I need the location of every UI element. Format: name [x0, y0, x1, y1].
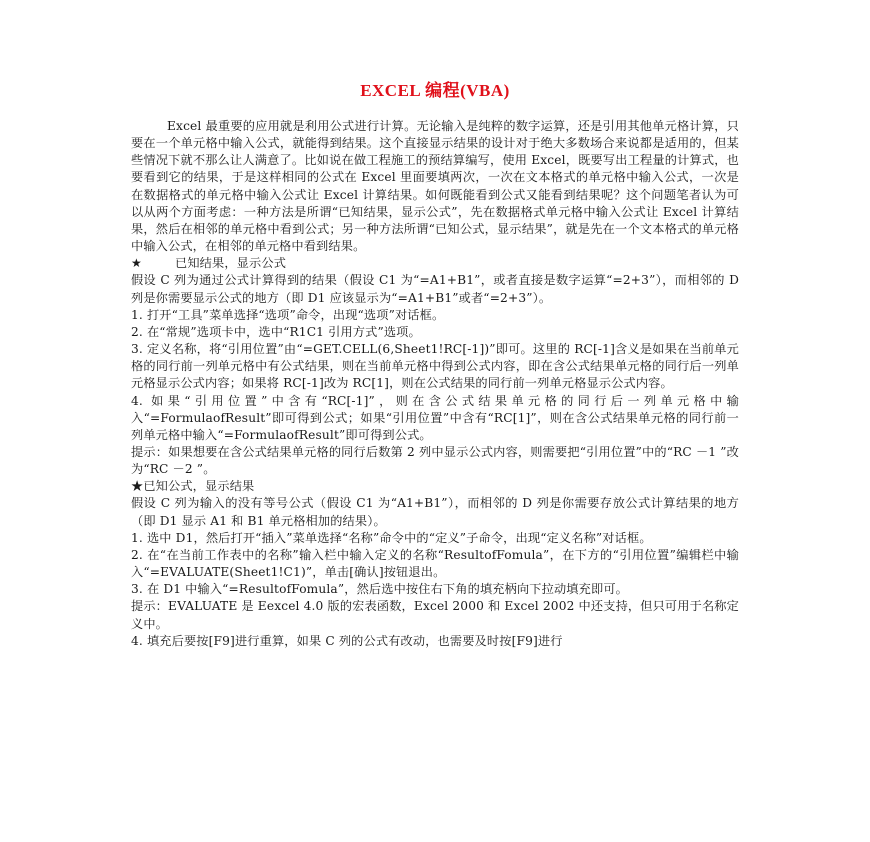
step-item: 3. 在 D1 中输入“=ResultofFomula”，然后选中按住右下角的填充柄向下拉动填充即可。: [131, 582, 628, 597]
section-heading-known-result: [131, 255, 739, 272]
intro-paragraph: Excel 最重要的应用就是利用公式进行计算。无论输入是纯粹的数字运算，还是引用其他单元格计算，只要在一个单元格中输入公式，就能得到结果。这个直接显示结果的设计对于绝大多数场合来说都是适用的，但某些情况下就不那么让人满意了。比如说在做工程施工的预结算编写，使用 Excel，既要写出工程量的计算式，也要看到它的结果，于是这样相同的公式在 Excel 里面要填两次，一次在文本格式的单元格中输入公式，一次是在数据格式的单元格中输入公式让 Excel 计算结果。如何既能看到公式又能看到结果呢？这个问题笔者认为可以从两个方面考虑：一种方法是所谓“已知结果，显示公式”，先在数据格式单元格中输入公式让 Excel 计算结果，然后在相邻的单元格中看到公式；另一种方法所谓“已知公式，显示结果”，就是先在一个文本格式的单元格中输入公式，在相邻的单元格中看到结果。: [131, 119, 739, 254]
document-body: [131, 118, 739, 650]
step-item: 3. 定义名称，将“引用位置”由“=GET.CELL(6,Sheet1!RC[-1])”即可。这里的 RC[-1]含义是如果在当前单元格的同行前一列单元格中有公式结果，则在当前单元格中得到公式内容，即在含公式结果单元格的同行后一列单元格显示公式内容；如果将 RC[-1]改为 RC[1]，则在公式结果的同行前一列单元格显示公式内容。: [131, 342, 739, 391]
document-title: EXCEL 编程(VBA): [360, 81, 510, 100]
step-item: 1. 选中 D1，然后打开“插入”菜单选择“名称”命令中的“定义”子命令，出现“定义名称”对话框。: [131, 530, 652, 545]
paragraph: 假设 C 列为通过公式计算得到的结果（假设 C1 为“=A1+B1”，或者直接是数字运算“=2+3”），而相邻的 D 列是你需要显示公式的地方（即 D1 应该显示为“=A1+B1”或者“=2+3”）。: [131, 273, 739, 305]
step-item: 2. 在“在当前工作表中的名称”输入栏中输入定义的名称“ResultofFomula”，在下方的“引用位置”编辑栏中输入“=EVALUATE(Sheet1!C1)”，单击[确认]按钮退出。: [131, 547, 739, 580]
tip-paragraph: 提示：如果想要在含公式结果单元格的同行后数第 2 列中显示公式内容，则需要把“引用位置”中的“RC －1 ”改为“RC －2 ”。: [131, 444, 739, 477]
star-icon: ★: [131, 256, 143, 271]
section-heading-known-formula: ★已知公式，显示结果: [131, 479, 255, 494]
step-item: 4. 填充后要按[F9]进行重算，如果 C 列的公式有改动，也需要及时按[F9]进行: [131, 633, 563, 648]
step-item: 4. 如果“引用位置”中含有“RC[-1]”，则在含公式结果单元格的同行后一列单元格中输入“=FormulaofResult”即可得到公式；如果“引用位置”中含有“RC[1]”，则在含公式结果单元格的同行前一列单元格中输入“=FormulaofResult”即可得到公式。: [131, 393, 739, 442]
step-item: 1. 打开“工具”菜单选择“选项”命令，出现“选项”对话框。: [131, 307, 445, 322]
step-item: 2. 在“常规”选项卡中，选中“R1C1 引用方式”选项。: [131, 324, 421, 339]
paragraph: 假设 C 列为输入的没有等号公式（假设 C1 为“A1+B1”），而相邻的 D 列是你需要存放公式计算结果的地方（即 D1 显示 A1 和 B1 单元格相加的结果）。: [131, 496, 739, 528]
section-heading-label: 已知结果，显示公式: [175, 256, 287, 271]
tip-paragraph: 提示：EVALUATE 是 Eexcel 4.0 版的宏表函数，Excel 2000 和 Excel 2002 中还支持，但只可用于名称定义中。: [131, 599, 739, 631]
